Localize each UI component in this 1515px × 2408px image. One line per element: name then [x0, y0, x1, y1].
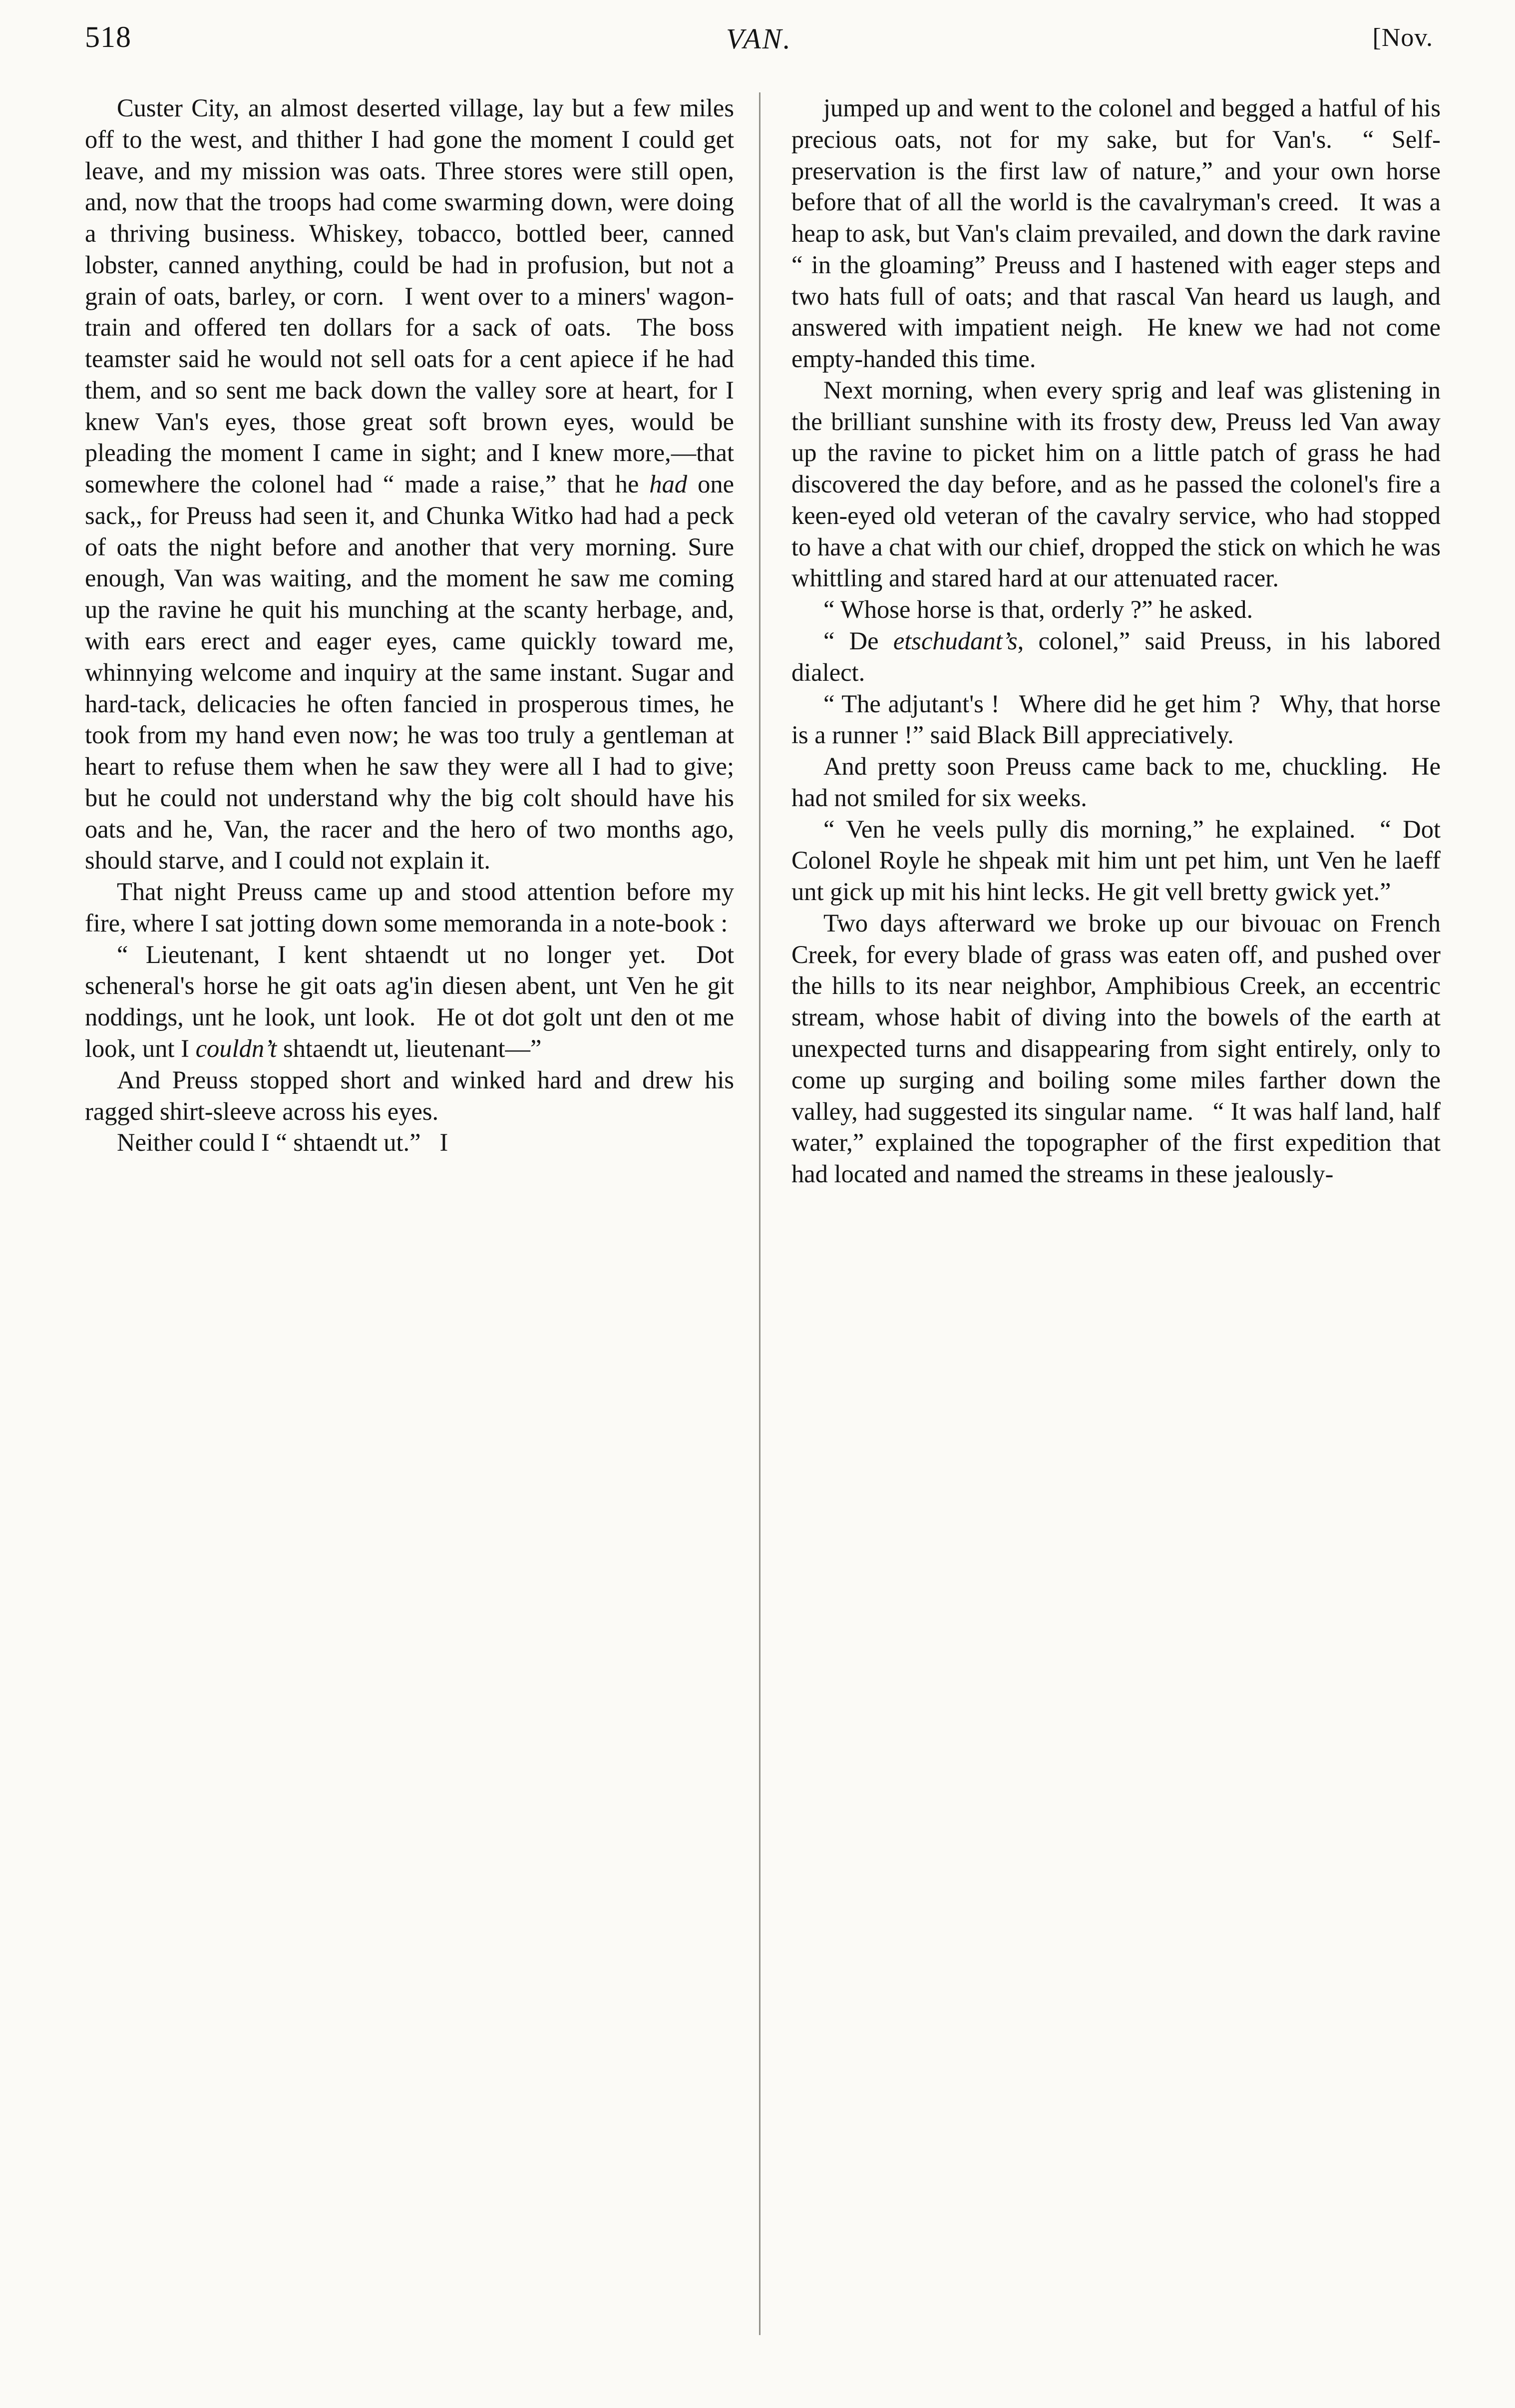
paragraph: “ De etschudant’s, colonel,” said Preuss, in his labored dialect. — [791, 627, 1441, 686]
paragraph: “ The adjutant's ! Where did he get him ? Why, that horse is a runner !” said Black Bill appreciatively. — [791, 689, 1441, 749]
paragraph: Neither could I “ shtaendt ut.” I — [117, 1128, 448, 1157]
paragraph: Custer City, an almost deserted village, lay but a few miles off to the west, and thither I had gone the moment I could get leave, and my mission was oats. Three stores were still open, and, now that the troops had come swarming down, were doing a thriving business. Whiskey, tobacco, bottled beer, canned lobster, canned anything, could be had in profusion, but not a grain of oats, barley, or corn. I went over to a miners' wagon-train and offered ten dollars for a sack of oats. The boss teamster said he would not sell oats for a cent apiece if he had them, and so sent me back down the valley sore at heart, for I knew Van's eyes, those great soft brown eyes, would be pleading the moment I came in sight; and I knew more,—that somewhere the colonel had “ made a raise,” that he had one sack,, for Preuss had seen it, and Chunka Witko had had a peck of oats the night before and another that very morning. Sure enough, Van was waiting, and the moment he saw me coming up the ravine he quit his munching at the scanty herbage, and, with ears erect and eager eyes, came quickly toward me, whinnying welcome and inquiry at the same instant. Sugar and hard-tack, delicacies he often fancied in prosperous times, he took from my hand even now; he was too truly a gentleman at heart to refuse them when he saw they were all I had to give; but he could not understand why the big colt should have his oats and he, Van, the racer and the hero of two months ago, should starve, and I could not explain it. — [85, 94, 734, 875]
text-columns — [85, 92, 1441, 2365]
paragraph: Next morning, when every sprig and leaf was glistening in the brilliant sunshine with its frosty dew, Preuss led Van away up the ravine to picket him on a little patch of grass he had discovered the day before, and as he passed the colonel's fire a keen-eyed old veteran of the cavalry service, who had stopped to have a chat with our chief, dropped the stick on which he was whittling and stared hard at our attenuated racer. — [791, 376, 1441, 592]
column-right — [791, 92, 1441, 1190]
paragraph: And pretty soon Preuss came back to me, chuckling. He had not smiled for six weeks. — [791, 752, 1441, 812]
paragraph: And Preuss stopped short and winked hard and drew his ragged shirt-sleeve across his eyes. — [85, 1065, 734, 1125]
page-title: VAN. — [726, 22, 792, 55]
paragraph: That night Preuss came up and stood attention before my fire, where I sat jotting down some memoranda in a note-book : — [85, 878, 734, 937]
paragraph: jumped up and went to the colonel and begged a hatful of his precious oats, not for my sake, but for Van's. “ Self-preservation is the first law of nature,” and your own horse before that of all the world is the cavalryman's creed. It was a heap to ask, but Van's claim prevailed, and down the dark ravine “ in the gloaming” Preuss and I hastened with eager steps and two hats full of oats; and that rascal Van heard us laugh, and answered with impatient neigh. He knew we had not come empty-handed this time. — [791, 94, 1441, 373]
paragraph: Two days afterward we broke up our bivouac on French Creek, for every blade of grass was eaten off, and pushed over the hills to its near neighbor, Amphibious Creek, an eccentric stream, whose habit of diving into the bowels of the earth at unexpected turns and disappearing from sight entirely, only to come up surging and boiling some miles farther down the valley, had suggested its singular name. “ It was half land, half water,” explained the topographer of the first expedition that had located and named the streams in these jealously- — [791, 909, 1441, 1188]
column-left — [85, 92, 734, 1158]
running-head — [85, 20, 1433, 65]
column-divider-rule — [759, 92, 760, 2335]
page-number-left: 518 — [85, 20, 131, 53]
issue-label: [Nov. — [1372, 23, 1433, 52]
paragraph: “ Whose horse is that, orderly ?” he asked. — [823, 595, 1253, 624]
paragraph: “ Ven he veels pully dis morning,” he explained. “ Dot Colonel Royle he shpeak mit him unt pet him, unt Ven he laeff unt gick up mit his hint lecks. He git vell bretty gwick yet.” — [791, 815, 1441, 906]
paragraph: “ Lieutenant, I kent shtaendt ut no longer yet. Dot scheneral's horse he git oats ag'in diesen abent, unt Ven he git noddings, unt he look, unt look. He ot dot golt unt den ot me look, unt I couldn’t shtaendt ut, lieutenant—” — [85, 940, 734, 1062]
